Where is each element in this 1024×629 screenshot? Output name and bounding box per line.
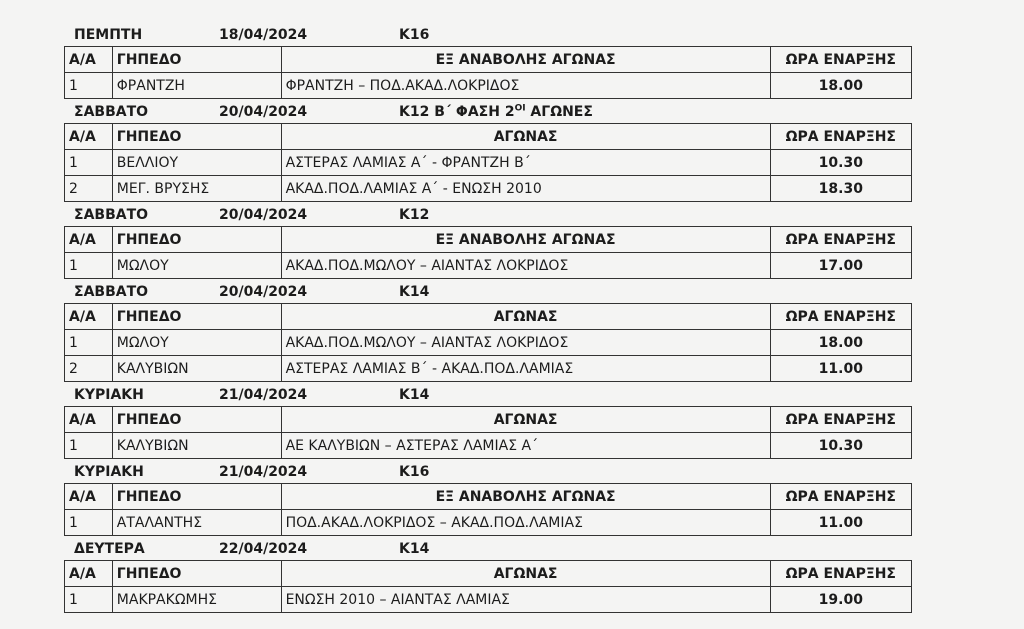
table-header-row [65,484,912,510]
column-header-match: ΑΓΩΝΑΣ [281,124,770,150]
column-header-time: ΩΡΑ ΕΝΑΡΞΗΣ [770,484,911,510]
cell-match: ΑΚΑΔ.ΠΟΔ.ΜΩΛΟΥ – ΑΙΑΝΤΑΣ ΛΟΚΡΙΔΟΣ [281,253,770,279]
section-day: ΣΑΒΒΑΤΟ [74,207,149,223]
schedule-section [64,22,912,99]
table-header-row [65,407,912,433]
table-row [65,150,912,176]
cell-field: ΜΩΛΟΥ [112,253,281,279]
schedule-table [64,46,912,99]
column-header-field: ΓΗΠΕΔΟ [112,227,281,253]
schedule-document [64,22,912,613]
cell-field: ΚΑΛΥΒΙΩΝ [112,356,281,382]
table-row [65,433,912,459]
section-header [64,382,912,406]
section-header [64,536,912,560]
section-day: ΔΕΥΤΕΡΑ [74,541,145,557]
cell-time: 17.00 [770,253,911,279]
schedule-section [64,536,912,613]
section-header [64,22,912,46]
section-header [64,99,912,123]
cell-match: ΦΡΑΝΤΖΗ – ΠΟΔ.ΑΚΑΔ.ΛΟΚΡΙΔΟΣ [281,73,770,99]
column-header-time: ΩΡΑ ΕΝΑΡΞΗΣ [770,47,911,73]
section-category: Κ14 [399,387,430,403]
cell-match: ΕΝΩΣΗ 2010 – ΑΙΑΝΤΑΣ ΛΑΜΙΑΣ [281,587,770,613]
column-header-field: ΓΗΠΕΔΟ [112,304,281,330]
section-day: ΠΕΜΠΤΗ [74,27,143,43]
cell-time: 18.00 [770,330,911,356]
cell-time: 18.00 [770,73,911,99]
cell-field: ΜΑΚΡΑΚΩΜΗΣ [112,587,281,613]
cell-time: 19.00 [770,587,911,613]
table-row [65,587,912,613]
column-header-match: ΑΓΩΝΑΣ [281,561,770,587]
cell-num: 1 [65,150,113,176]
column-header-field: ΓΗΠΕΔΟ [112,47,281,73]
section-category: Κ16 [399,27,430,43]
section-day: ΚΥΡΙΑΚΗ [74,387,144,403]
schedule-section [64,202,912,279]
cell-time: 11.00 [770,356,911,382]
column-header-match: ΑΓΩΝΑΣ [281,407,770,433]
column-header-field: ΓΗΠΕΔΟ [112,407,281,433]
schedule-section [64,279,912,382]
section-date: 21/04/2024 [219,464,308,480]
schedule-table [64,303,912,382]
column-header-match: ΕΞ ΑΝΑΒΟΛΗΣ ΑΓΩΝΑΣ [281,227,770,253]
section-date: 21/04/2024 [219,387,308,403]
section-category-suffix: ΑΓΩΝΕΣ [525,104,593,120]
schedule-table [64,406,912,459]
cell-field: ΜΩΛΟΥ [112,330,281,356]
cell-field: ΒΕΛΛΙΟΥ [112,150,281,176]
table-header-row [65,304,912,330]
cell-field: ΑΤΑΛΑΝΤΗΣ [112,510,281,536]
column-header-num: Α/Α [65,124,113,150]
cell-num: 1 [65,510,113,536]
section-date: 20/04/2024 [219,207,308,223]
section-date: 22/04/2024 [219,541,308,557]
table-header-row [65,47,912,73]
cell-num: 2 [65,356,113,382]
cell-time: 11.00 [770,510,911,536]
schedule-table [64,123,912,202]
schedule-section [64,382,912,459]
column-header-match: ΑΓΩΝΑΣ [281,304,770,330]
column-header-time: ΩΡΑ ΕΝΑΡΞΗΣ [770,561,911,587]
table-header-row [65,124,912,150]
table-row [65,356,912,382]
section-category: Κ14 [399,541,430,557]
column-header-match: ΕΞ ΑΝΑΒΟΛΗΣ ΑΓΩΝΑΣ [281,47,770,73]
column-header-num: Α/Α [65,227,113,253]
column-header-num: Α/Α [65,47,113,73]
section-day: ΣΑΒΒΑΤΟ [74,104,149,120]
section-header [64,202,912,226]
table-row [65,253,912,279]
section-header [64,459,912,483]
cell-num: 2 [65,176,113,202]
cell-num: 1 [65,433,113,459]
schedule-section [64,99,912,202]
section-category-sup: ΟΙ [514,103,526,114]
cell-match: ΑΕ ΚΑΛΥΒΙΩΝ – ΑΣΤΕΡΑΣ ΛΑΜΙΑΣ Α΄ [281,433,770,459]
column-header-num: Α/Α [65,304,113,330]
section-day: ΣΑΒΒΑΤΟ [74,284,149,300]
table-row [65,73,912,99]
section-category: Κ14 [399,284,430,300]
cell-field: ΦΡΑΝΤΖΗ [112,73,281,99]
schedule-table [64,483,912,536]
section-date: 18/04/2024 [219,27,308,43]
column-header-field: ΓΗΠΕΔΟ [112,484,281,510]
section-category-main: Κ12 Β΄ ΦΑΣΗ 2 [399,104,515,120]
cell-num: 1 [65,330,113,356]
cell-num: 1 [65,73,113,99]
section-date: 20/04/2024 [219,284,308,300]
cell-match: ΠΟΔ.ΑΚΑΔ.ΛΟΚΡΙΔΟΣ – ΑΚΑΔ.ΠΟΔ.ΛΑΜΙΑΣ [281,510,770,536]
section-category [399,104,593,120]
table-header-row [65,561,912,587]
column-header-num: Α/Α [65,484,113,510]
column-header-time: ΩΡΑ ΕΝΑΡΞΗΣ [770,407,911,433]
cell-time: 10.30 [770,433,911,459]
section-category: Κ12 [399,207,430,223]
table-row [65,330,912,356]
schedule-table [64,560,912,613]
table-header-row [65,227,912,253]
cell-time: 18.30 [770,176,911,202]
column-header-time: ΩΡΑ ΕΝΑΡΞΗΣ [770,227,911,253]
cell-match: ΑΣΤΕΡΑΣ ΛΑΜΙΑΣ Β΄ - ΑΚΑΔ.ΠΟΔ.ΛΑΜΙΑΣ [281,356,770,382]
cell-field: ΚΑΛΥΒΙΩΝ [112,433,281,459]
column-header-match: ΕΞ ΑΝΑΒΟΛΗΣ ΑΓΩΝΑΣ [281,484,770,510]
schedule-table [64,226,912,279]
column-header-field: ΓΗΠΕΔΟ [112,561,281,587]
section-header [64,279,912,303]
section-day: ΚΥΡΙΑΚΗ [74,464,144,480]
cell-num: 1 [65,253,113,279]
cell-field: ΜΕΓ. ΒΡΥΣΗΣ [112,176,281,202]
cell-time: 10.30 [770,150,911,176]
column-header-num: Α/Α [65,407,113,433]
cell-match: ΑΣΤΕΡΑΣ ΛΑΜΙΑΣ Α΄ - ΦΡΑΝΤΖΗ Β΄ [281,150,770,176]
column-header-num: Α/Α [65,561,113,587]
cell-match: ΑΚΑΔ.ΠΟΔ.ΜΩΛΟΥ – ΑΙΑΝΤΑΣ ΛΟΚΡΙΔΟΣ [281,330,770,356]
section-date: 20/04/2024 [219,104,308,120]
cell-num: 1 [65,587,113,613]
table-row [65,510,912,536]
cell-match: ΑΚΑΔ.ΠΟΔ.ΛΑΜΙΑΣ Α΄ - ΕΝΩΣΗ 2010 [281,176,770,202]
column-header-field: ΓΗΠΕΔΟ [112,124,281,150]
table-row [65,176,912,202]
section-category: Κ16 [399,464,430,480]
schedule-section [64,459,912,536]
column-header-time: ΩΡΑ ΕΝΑΡΞΗΣ [770,304,911,330]
column-header-time: ΩΡΑ ΕΝΑΡΞΗΣ [770,124,911,150]
